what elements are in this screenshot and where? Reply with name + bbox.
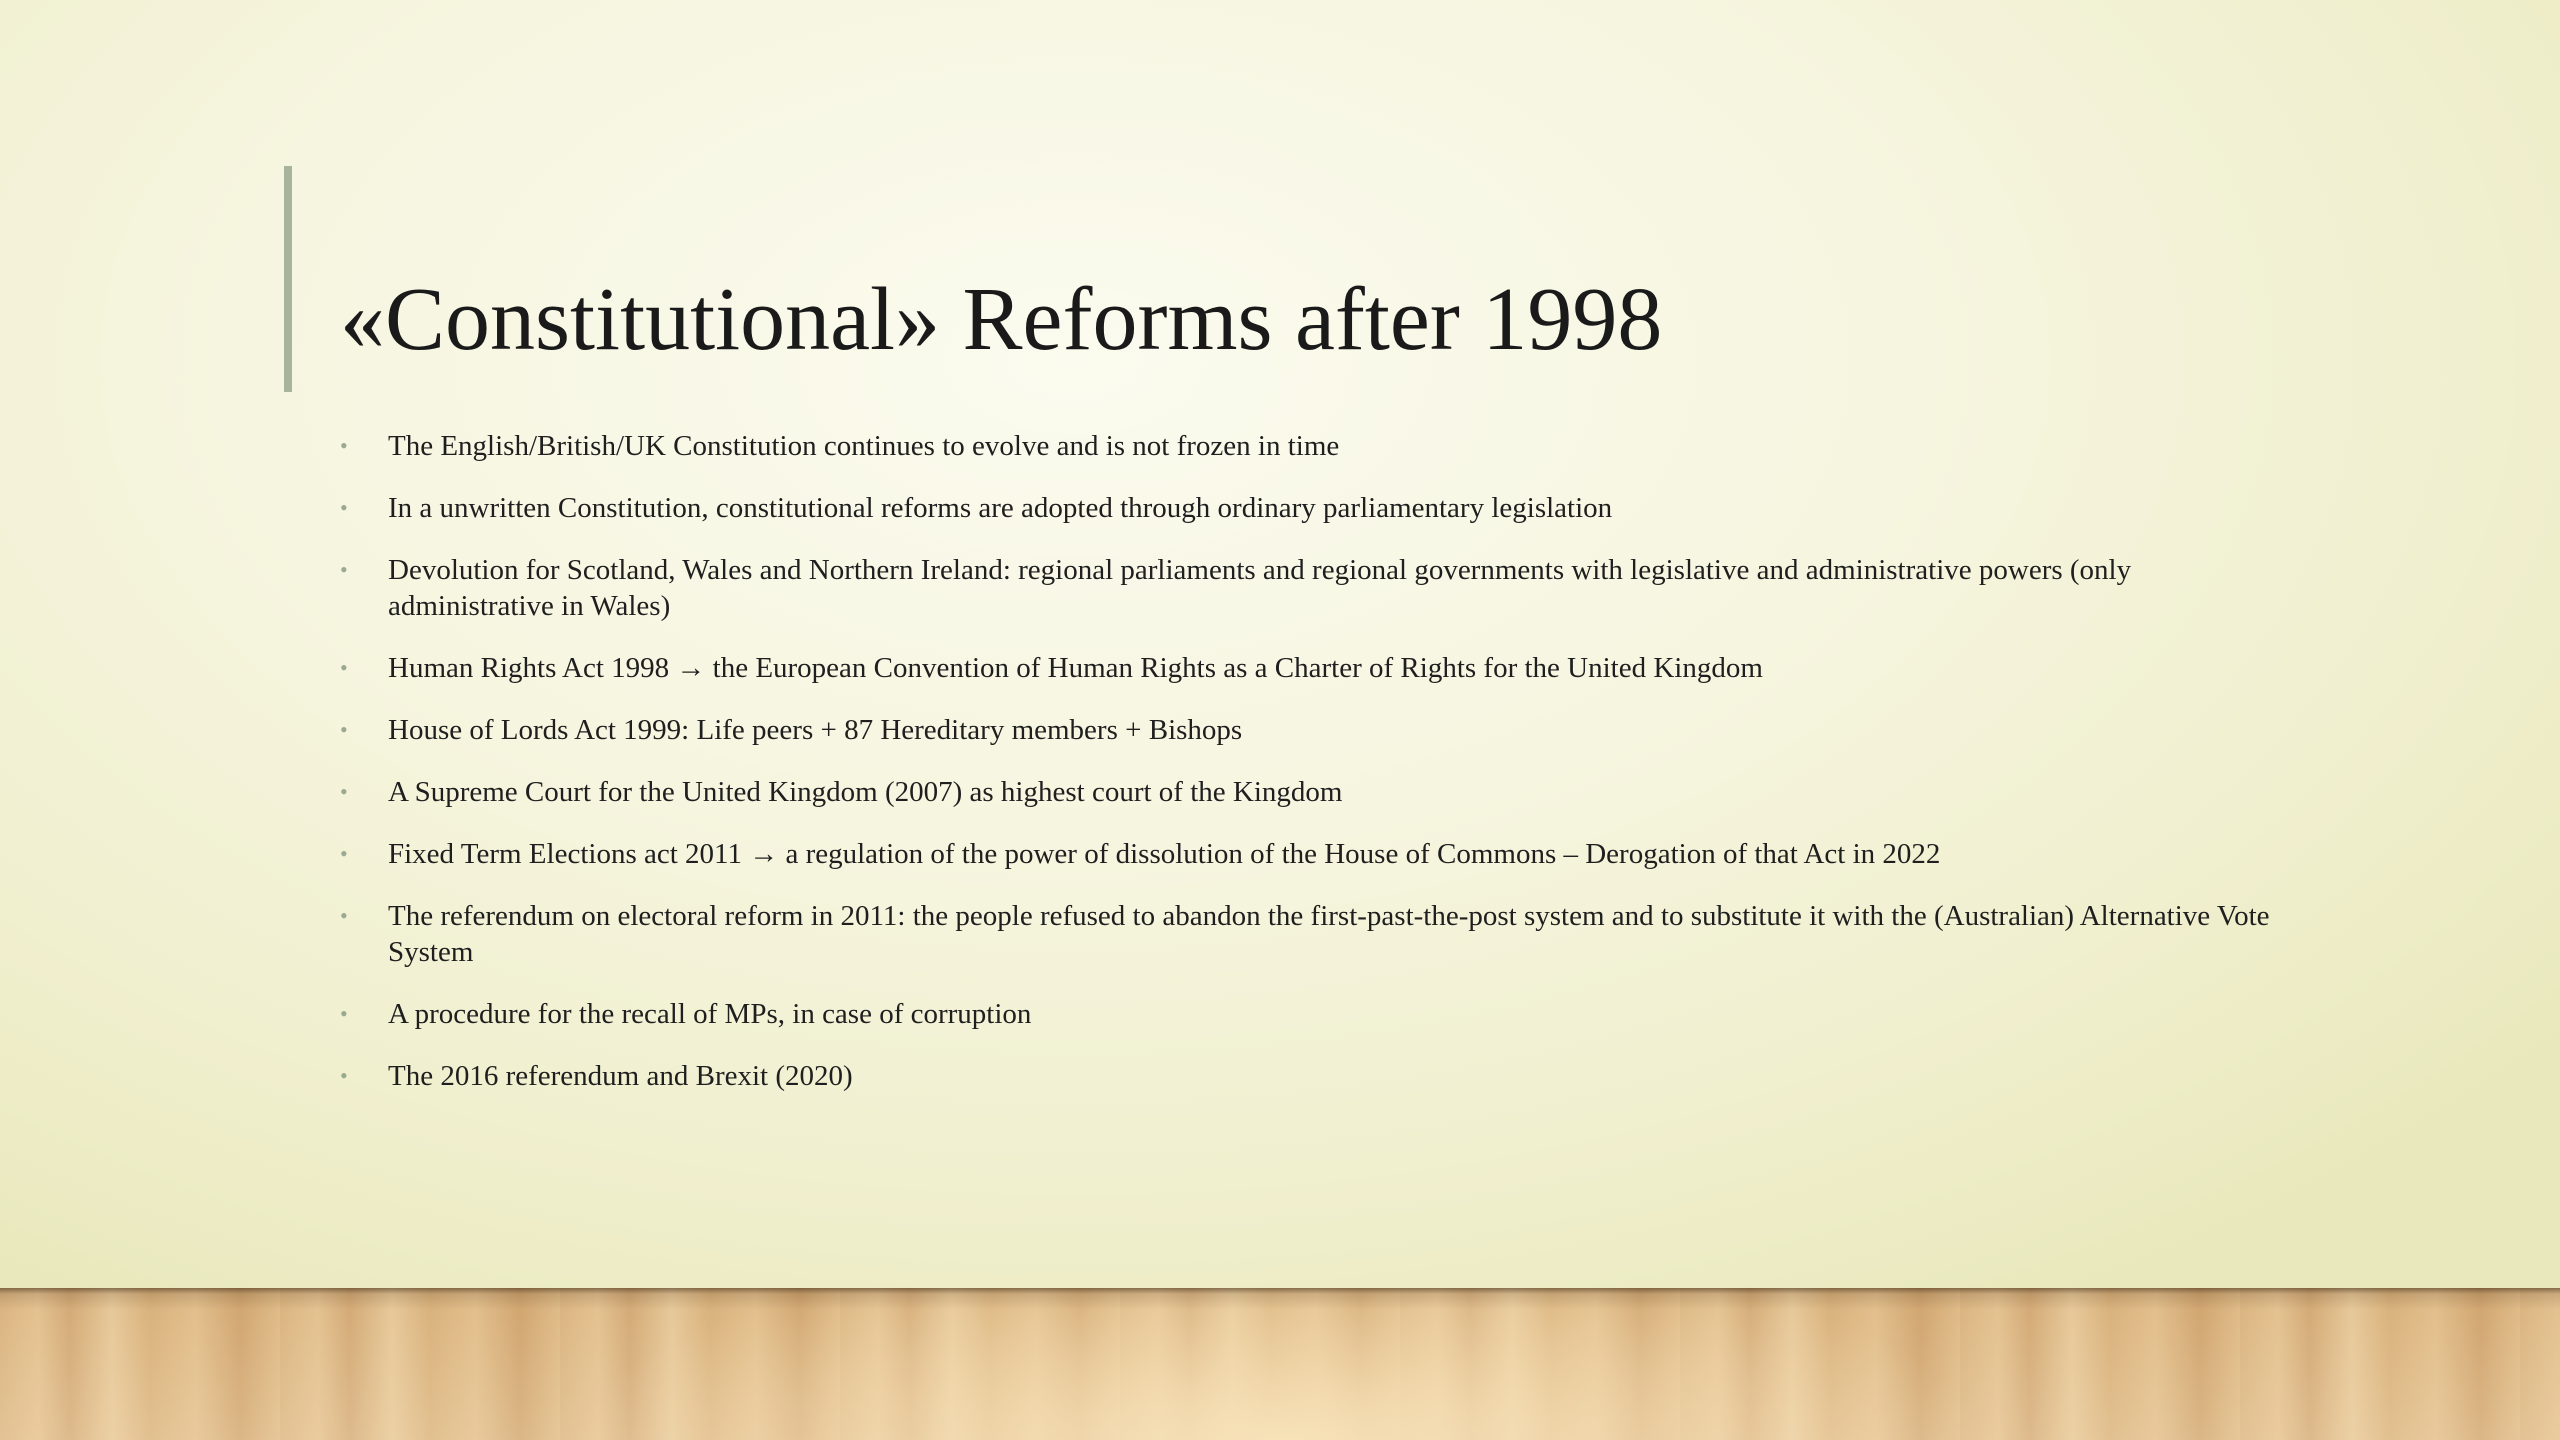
bullet-text: Human Rights Act 1998 → the European Convention of Human Rights as a Charter of Rights for the United Kingdom bbox=[388, 652, 1763, 684]
bullet-text: House of Lords Act 1999: Life peers + 87 Hereditary members + Bishops bbox=[388, 714, 1243, 746]
bullet-item bbox=[340, 552, 2290, 624]
wooden-floor-background bbox=[0, 1288, 2560, 1440]
bullet-text: The English/British/UK Constitution continues to evolve and is not frozen in time bbox=[388, 430, 1340, 462]
bullet-text: The 2016 referendum and Brexit (2020) bbox=[388, 1060, 853, 1092]
bullet-list bbox=[340, 428, 2290, 1120]
bullet-item bbox=[340, 1058, 2290, 1094]
bullet-icon: • bbox=[340, 1001, 348, 1026]
bullet-text: The referendum on electoral reform in 2011: the people refused to abandon the first-past-the-post system and to substitute it with the (Australian) Alternative Vote System bbox=[388, 900, 2270, 968]
slide-title: «Constitutional» Reforms after 1998 bbox=[340, 270, 1663, 369]
bullet-icon: • bbox=[340, 779, 348, 804]
bullet-text: A Supreme Court for the United Kingdom (2007) as highest court of the Kingdom bbox=[388, 776, 1343, 808]
bullet-icon: • bbox=[340, 903, 348, 928]
bullet-item bbox=[340, 774, 2290, 810]
bullet-icon: • bbox=[340, 717, 348, 742]
bullet-item bbox=[340, 490, 2290, 526]
bullet-item bbox=[340, 996, 2290, 1032]
bullet-icon: • bbox=[340, 841, 348, 866]
bullet-item bbox=[340, 898, 2290, 970]
bullet-item bbox=[340, 428, 2290, 464]
bullet-text: A procedure for the recall of MPs, in case of corruption bbox=[388, 998, 1032, 1030]
bullet-item bbox=[340, 836, 2290, 872]
bullet-icon: • bbox=[340, 1063, 348, 1088]
bullet-icon: • bbox=[340, 495, 348, 520]
bullet-text: Fixed Term Elections act 2011 → a regulation of the power of dissolution of the House of Commons – Derogation of that Act in 2022 bbox=[388, 838, 1941, 870]
bullet-icon: • bbox=[340, 433, 348, 458]
title-accent-bar bbox=[284, 166, 292, 392]
bullet-text: Devolution for Scotland, Wales and Northern Ireland: regional parliaments and regional governments with legislative and administrative powers (only administrative in Wales) bbox=[388, 554, 2132, 622]
bullet-item bbox=[340, 712, 2290, 748]
bullet-text: In a unwritten Constitution, constitutional reforms are adopted through ordinary parliamentary legislation bbox=[388, 492, 1613, 524]
bullet-icon: • bbox=[340, 655, 348, 680]
bullet-icon: • bbox=[340, 557, 348, 582]
bullet-item bbox=[340, 650, 2290, 686]
